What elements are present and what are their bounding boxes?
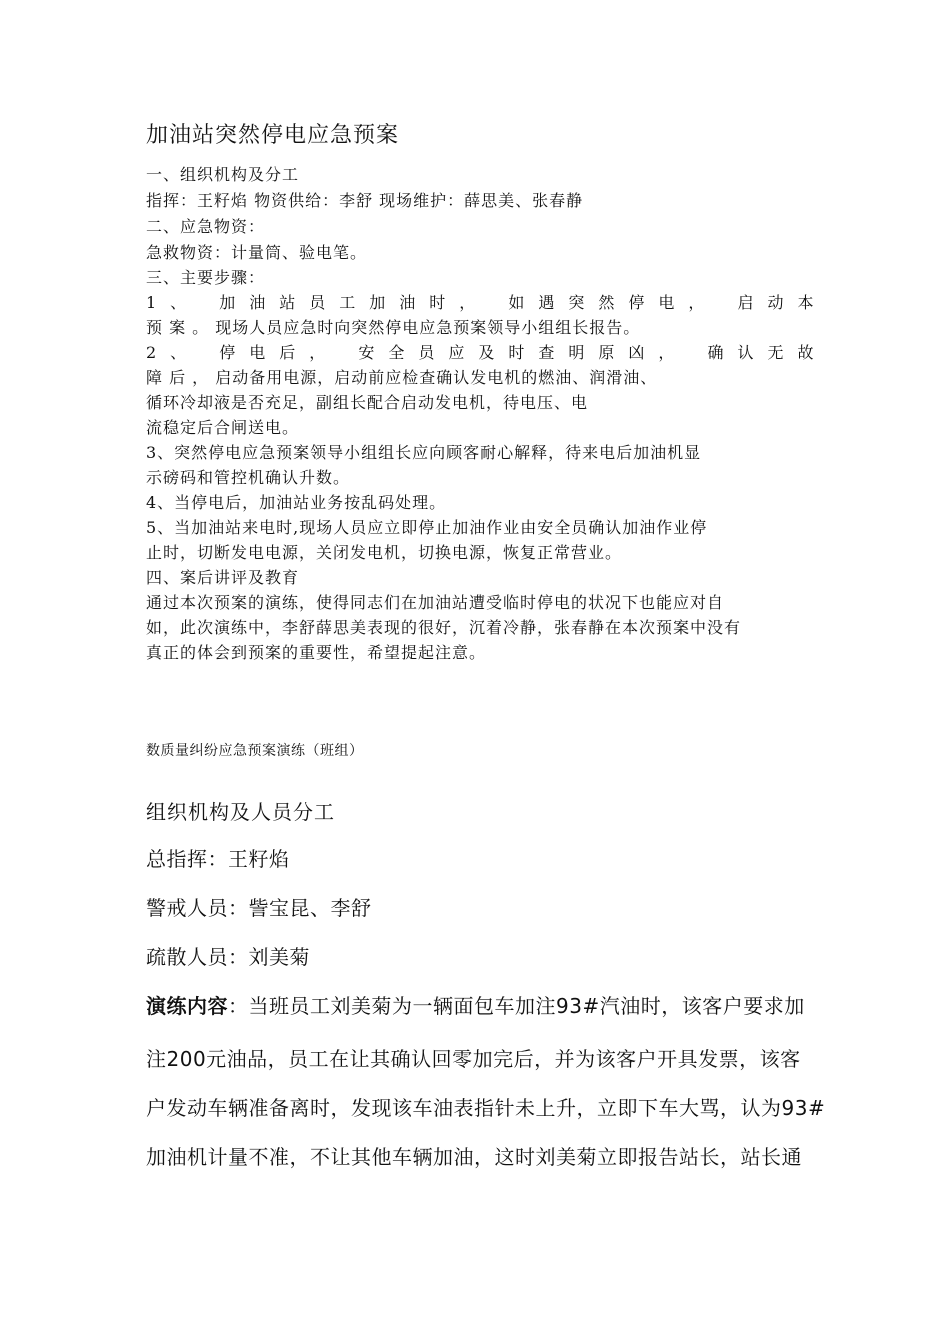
step-3-line-2: 示磅码和管控机确认升数。 xyxy=(146,468,351,487)
step-2-line-1: 2、 停电后， 安全员应及时查明原凶， 确认无故 xyxy=(146,343,828,362)
section-heading-review: 四、案后讲评及教育 xyxy=(146,568,300,587)
section-heading-steps: 三、主要步骤： xyxy=(146,268,266,287)
text-line-roles: 指挥：王籽焰 物资供给：李舒 现场维护：薛思美、张春静 xyxy=(146,191,584,210)
step-4-line: 4、当停电后，加油站业务按乱码处理。 xyxy=(146,493,447,512)
review-line-2: 如，此次演练中，李舒薛思美表现的很好，沉着冷静，张春静在本次预案中没有 xyxy=(146,618,742,637)
step-1-line-2: 预 案 。 现场人员应急时向突然停电应急预案领导小组组长报告。 xyxy=(146,318,641,337)
guard-line: 警戒人员：訾宝昆、李舒 xyxy=(146,896,372,920)
step-5-line-2: 止时，切断发电电源，关闭发电机，切换电源，恢复正常营业。 xyxy=(146,543,623,562)
commander-line: 总指挥：王籽焰 xyxy=(146,847,290,871)
document-title: 加油站突然停电应急预案 xyxy=(146,123,400,148)
drill-content-line-3: 户发动车辆准备离时，发现该车油表指针未上升，立即下车大骂，认为93# xyxy=(146,1096,826,1120)
step-2-line-2: 障 后 ， 启动备用电源，启动前应检查确认发电机的燃油、润滑油、 xyxy=(146,368,658,387)
section-heading-organization: 一、组织机构及分工 xyxy=(146,165,300,184)
step-3-line-1: 3、突然停电应急预案领导小组组长应向顾客耐心解释，待来电后加油机显 xyxy=(146,443,702,462)
section2-subtitle: 数质量纠纷应急预案演练（班组） xyxy=(146,743,364,759)
text-line-supplies: 急救物资：计量筒、验电笔。 xyxy=(146,243,368,262)
step-2-line-3: 循环冷却液是否充足，副组长配合启动发电机，待电压、电 xyxy=(146,393,589,412)
drill-content-text: ：当班员工刘美菊为一辆面包车加注93#汽油时，该客户要求加 xyxy=(228,994,805,1018)
drill-content-line-4: 加油机计量不准，不让其他车辆加油，这时刘美菊立即报告站长，站长通 xyxy=(146,1145,802,1169)
section-heading-supplies: 二、应急物资： xyxy=(146,217,266,236)
section2-heading: 组织机构及人员分工 xyxy=(146,800,335,824)
review-line-3: 真正的体会到预案的重要性，希望提起注意。 xyxy=(146,643,487,662)
drill-content-line-1 xyxy=(146,990,805,1019)
drill-content-label: 演练内容 xyxy=(146,994,228,1018)
step-5-line-1: 5、当加油站来电时,现场人员应立即停止加油作业由安全员确认加油作业停 xyxy=(146,518,708,537)
step-1-line-1: 1、 加油站员工加油时， 如遇突然停电， 启动本 xyxy=(146,293,828,312)
drill-content-line-2: 注200元油品，员工在让其确认回零加完后，并为该客户开具发票，该客 xyxy=(146,1047,801,1071)
review-line-1: 通过本次预案的演练，使得同志们在加油站遭受临时停电的状况下也能应对自 xyxy=(146,593,725,612)
step-2-line-4: 流稳定后合闸送电。 xyxy=(146,418,300,437)
evacuation-line: 疏散人员：刘美菊 xyxy=(146,945,310,969)
